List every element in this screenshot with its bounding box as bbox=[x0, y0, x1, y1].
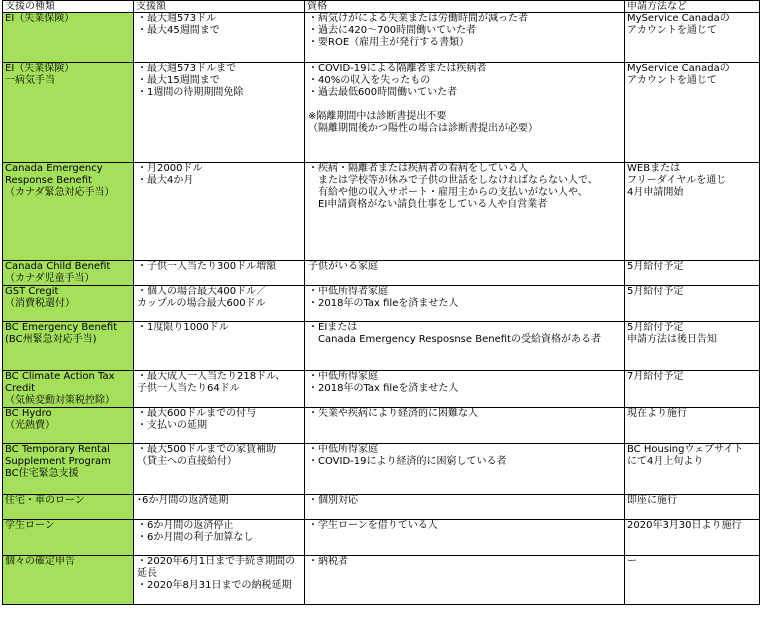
cell-eligibility: ・中低所得者家庭 ・2018年のTax fileを済ませた人 bbox=[305, 286, 625, 322]
cell-amount: ・子供一人当たり300ドル増額 bbox=[134, 261, 305, 286]
table-row bbox=[3, 371, 760, 408]
table-row bbox=[3, 261, 760, 286]
header-type: 支援の種類 bbox=[3, 1, 134, 13]
cell-method: 2020年3月30日より施行 bbox=[625, 520, 760, 556]
cell-eligibility: ・病気けがによる失業または労働時間が減った者 ・過去に420～700時間働いていた者 ・要ROE（雇用主が発行する書類） bbox=[305, 13, 625, 63]
table-row bbox=[3, 495, 760, 520]
table-row bbox=[3, 322, 760, 371]
cell-amount: ・6か月間の返済停止 ・6か月間の利子加算なし bbox=[134, 520, 305, 556]
header-row bbox=[3, 1, 760, 13]
cell-eligibility: ・COVID-19による隔離者または疾病者 ・40%の収入を失ったもの ・過去最低600時間働いていた者 ※隔離期間中は診断書提出不要 （隔離期間後かつ陽性の場合は診断書提出が必要） bbox=[305, 63, 625, 163]
cell-method: ー bbox=[625, 556, 760, 605]
cell-type: 住宅・車のローン bbox=[3, 495, 134, 520]
benefits-table-wrapper bbox=[2, 0, 760, 605]
cell-amount: ・最大週573ドルまで ・最大15週間まで ・1週間の待期期間免除 bbox=[134, 63, 305, 163]
cell-eligibility: 子供がいる家庭 bbox=[305, 261, 625, 286]
cell-amount: ・最大500ドルまでの家賃補助 （貸主への直接給付） bbox=[134, 444, 305, 495]
cell-method: 現在より施行 bbox=[625, 408, 760, 444]
cell-type: BC Temporary Rental Supplement Program BC住宅緊急支援 bbox=[3, 444, 134, 495]
cell-eligibility: ・中低所得家庭 ・COVID-19により経済的に困窮している者 bbox=[305, 444, 625, 495]
cell-type: Canada Emergency Response Benefit （カナダ緊急対応手当） bbox=[3, 163, 134, 261]
cell-type: BC Hydro （光熱費） bbox=[3, 408, 134, 444]
table-row bbox=[3, 63, 760, 163]
table-row bbox=[3, 13, 760, 63]
cell-amount: ・2020年6月1日まで手続き期間の 延長 ・2020年8月31日までの納税延期 bbox=[134, 556, 305, 605]
cell-eligibility: ・納税者 bbox=[305, 556, 625, 605]
cell-method: 7月給付予定 bbox=[625, 371, 760, 408]
cell-method: BC Housingウェブサイト にて4月上旬より bbox=[625, 444, 760, 495]
table-row bbox=[3, 163, 760, 261]
cell-eligibility: ・EIまたは Canada Emergency Resposnse Benefitの受給資格がある者 bbox=[305, 322, 625, 371]
cell-eligibility: ・疾病・隔離者または疾病者の看病をしている人 または学校等が休みで子供の世話をしなければならない人で、 有給や他の収入サポート・雇用主からの支払いがない人や、 EI申請資格がない請負仕事をしている人や自営業者 bbox=[305, 163, 625, 261]
table-row bbox=[3, 520, 760, 556]
cell-amount: ・最大成人一人当たり218ドル、 子供一人当たり64ドル bbox=[134, 371, 305, 408]
cell-amount: ･6か月間の返済延期 bbox=[134, 495, 305, 520]
cell-type: BC Emergency Benefit (BC州緊急対応手当) bbox=[3, 322, 134, 371]
table-row bbox=[3, 444, 760, 495]
cell-type: BC Climate Action Tax Credit （気候変動対策税控除） bbox=[3, 371, 134, 408]
cell-amount: ・最大週573ドル ・最大45週間まで bbox=[134, 13, 305, 63]
cell-type: 学生ローン bbox=[3, 520, 134, 556]
cell-method: 5月給付予定 bbox=[625, 286, 760, 322]
cell-method: 5月給付予定 bbox=[625, 261, 760, 286]
cell-method: WEBまたは フリーダイヤルを通じ 4月申請開始 bbox=[625, 163, 760, 261]
cell-amount: ・最大600ドルまでの付与 ・支払いの延期 bbox=[134, 408, 305, 444]
cell-type: GST Cregit （消費税還付） bbox=[3, 286, 134, 322]
table-row bbox=[3, 286, 760, 322]
benefits-table bbox=[2, 0, 760, 605]
header-eligibility: 資格 bbox=[305, 1, 625, 13]
cell-eligibility: ・学生ローンを借りている人 bbox=[305, 520, 625, 556]
cell-method: 5月給付予定 申請方法は後日告知 bbox=[625, 322, 760, 371]
cell-type: EI（失業保険） bbox=[3, 13, 134, 63]
cell-type: Canada Child Benefit （カナダ児童手当） bbox=[3, 261, 134, 286]
cell-method: MyService Canadaの アカウントを通じて bbox=[625, 63, 760, 163]
header-method: 申請方法など bbox=[625, 1, 760, 13]
cell-eligibility: ・失業や疾病により経済的に困難な人 bbox=[305, 408, 625, 444]
cell-amount: ・1度限り1000ドル bbox=[134, 322, 305, 371]
table-row bbox=[3, 408, 760, 444]
table-row bbox=[3, 556, 760, 605]
header-amount: 支援額 bbox=[134, 1, 305, 13]
cell-eligibility: ・中低所得家庭 ・2018年のTax fileを済ませた人 bbox=[305, 371, 625, 408]
cell-type: 個々の確定申告 bbox=[3, 556, 134, 605]
cell-amount: ・月2000ドル ・最大4か月 bbox=[134, 163, 305, 261]
cell-eligibility: ・個別対応 bbox=[305, 495, 625, 520]
cell-method: MyService Canadaの アカウントを通じて bbox=[625, 13, 760, 63]
cell-type: EI（失業保険） 一病気手当 bbox=[3, 63, 134, 163]
cell-amount: ・個人の場合最大400ドル／ カップルの場合最大600ドル bbox=[134, 286, 305, 322]
cell-method: 即座に施行 bbox=[625, 495, 760, 520]
